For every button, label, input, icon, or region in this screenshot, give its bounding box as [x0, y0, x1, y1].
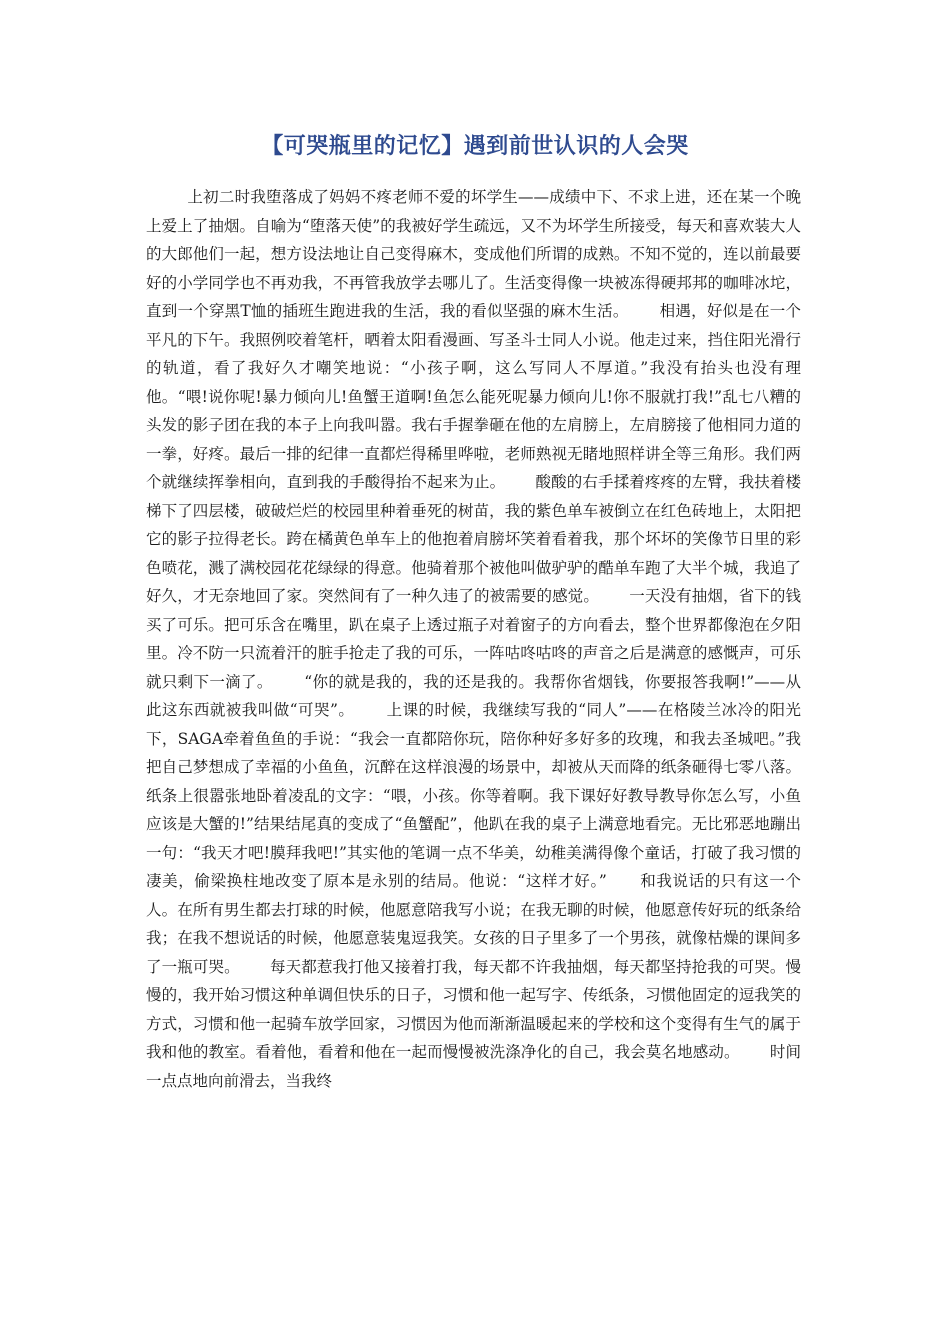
page-title: 【可哭瓶里的记忆】遇到前世认识的人会哭: [261, 134, 689, 159]
article-body: 上初二时我堕落成了妈妈不疼老师不爱的坏学生——成绩中下、不求上进，还在某一个晚上爱上了抽烟。自喻为“堕落天使”的我被好学生疏远，又不为坏学生所接受，每天和喜欢装大人的大郎他们一起，想方设法地让自己变得麻木，变成他们所谓的成熟。不知不觉的，连以前最要好的小学同学也不再劝我，不再管我放学去哪儿了。生活变得像一块被冻得硬邦邦的咖啡冰坨，直到一个穿黑T恤的插班生跑进我的生活，我的看似坚强的麻木生活。 相遇，好似是在一个平凡的下午。我照例咬着笔杆，晒着太阳看漫画、写圣斗士同人小说。他走过来，挡住阳光滑行的轨道，看了我好久才嘲笑地说：“小孩子啊，这么写同人不厚道。”我没有抬头也没有理他。“喂!说你呢!暴力倾向儿!鱼蟹王道啊!鱼怎么能死呢暴力倾向儿!你不服就打我!”乱七八糟的头发的影子团在我的本子上向我叫嚣。我右手握拳砸在他的左肩膀上，左肩膀接了他相同力道的一拳，好疼。最后一排的纪律一直都烂得稀里哗啦，老师熟视无睹地照样讲全等三角形。我们两个就继续挥拳相向，直到我的手酸得抬不起来为止。 酸酸的右手揉着疼疼的左臂，我扶着楼梯下了四层楼，破破烂烂的校园里种着垂死的树苗，我的紫色单车被倒立在红色砖地上，太阳把它的影子拉得老长。跨在橘黄色单车上的他抱着肩膀坏笑着看着我，那个坏坏的笑像节日里的彩色喷花，溅了满校园花花绿绿的得意。他骑着那个被他叫做驴驴的酷单车跑了大半个城，我追了好久，才无奈地回了家。突然间有了一种久违了的被需要的感觉。 一天没有抽烟，省下的钱买了可乐。把可乐含在嘴里，趴在桌子上透过瓶子对着窗子的方向看去，整个世界都像泡在夕阳里。冷不防一只流着汗的脏手抢走了我的可乐，一阵咕咚咕咚的声音之后是满意的感慨声，可乐就只剩下一滴了。 “你的就是我的，我的还是我的。我帮你省烟钱，你要报答我啊!”——从此这东西就被我叫做“可哭”。 上课的时候，我继续写我的“同人”——在格陵兰冰冷的阳光下，SAGA牵着鱼鱼的手说：“我会一直都陪你玩，陪你种好多好多的玫瑰，和我去圣城吧。”我把自己梦想成了幸福的小鱼鱼，沉醉在这样浪漫的场景中，却被从天而降的纸条砸得七零八落。纸条上很嚣张地卧着凌乱的文字：“喂，小孩。你等着啊。我下课好好教导教导你怎么写，小鱼应该是大蟹的!”结果结尾真的变成了“鱼蟹配”，他趴在我的桌子上满意地看完。无比邪恶地蹦出一句：“我天才吧!膜拜我吧!”其实他的笔调一点不华美，幼稚美满得像个童话，打破了我习惯的凄美，偷梁换柱地改变了原本是永别的结局。他说：“这样才好。” 和我说话的只有这一个人。在所有男生都去打球的时候，他愿意陪我写小说；在我无聊的时候，他愿意传好玩的纸条给我；在我不想说话的时候，他愿意装鬼逗我笑。女孩的日子里多了一个男孩，就像枯燥的课间多了一瓶可哭。 每天都惹我打他又接着打我，每天都不许我抽烟，每天都坚持抢我的可哭。慢慢的，我开始习惯这种单调但快乐的日子，习惯和他一起写字、传纸条，习惯他固定的逗我笑的方式，习惯和他一起骑车放学回家，习惯因为他而渐渐温暖起来的学校和这个变得有生气的属于我和他的教室。看着他，看着和他在一起而慢慢被洗涤净化的自己，我会莫名地感动。 时间一点点地向前滑去，当我终: [146, 188, 801, 1090]
